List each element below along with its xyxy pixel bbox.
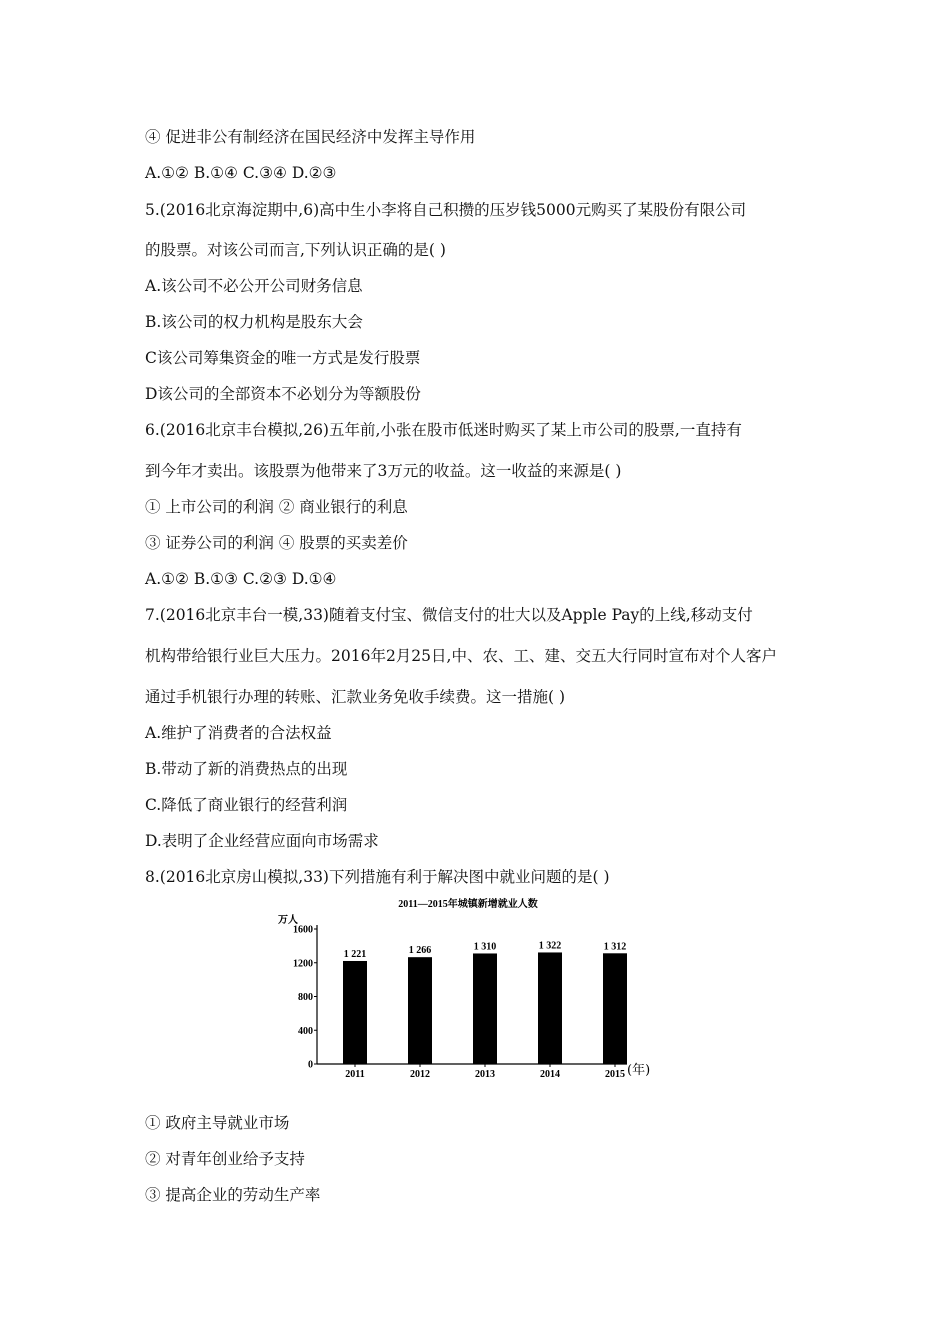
bar-value-label: 1 322 — [538, 940, 562, 952]
bar — [538, 952, 562, 1064]
q8-option-1: ① 政府主导就业市场 — [145, 1114, 290, 1132]
bar-value-label: 1 266 — [408, 945, 432, 957]
x-tick-label: 2015 — [605, 1069, 625, 1080]
bar — [408, 957, 432, 1064]
y-tick-label: 1200 — [293, 958, 313, 970]
q4-answer-choices: A.①② B.①④ C.③④ D.②③ — [145, 164, 337, 182]
y-tick-label: 400 — [298, 1025, 313, 1037]
q7-option-a: A.维护了消费者的合法权益 — [145, 724, 332, 742]
x-tick-label: 2012 — [410, 1069, 430, 1080]
q6-options-row-1: ① 上市公司的利润 ② 商业银行的利息 — [145, 498, 408, 516]
q8-option-3: ③ 提高企业的劳动生产率 — [145, 1186, 321, 1204]
x-axis-unit-label: (年) — [627, 1063, 651, 1078]
q5-stem-line-1: 5.(2016北京海淀期中,6)高中生小李将自己积攒的压岁钱5000元购买了某股份有限公司 — [145, 201, 747, 219]
q6-answer-choices: A.①② B.①③ C.②③ D.①④ — [145, 570, 337, 588]
y-axis-unit-label: 万人 — [278, 915, 298, 926]
y-tick-label: 800 — [298, 992, 313, 1003]
q5-option-a: A.该公司不必公开公司财务信息 — [145, 277, 363, 295]
q7-option-c: C.降低了商业银行的经营利润 — [145, 796, 348, 814]
q7-stem-line-1: 7.(2016北京丰台一模,33)随着支付宝、微信支付的壮大以及Apple Pay的上线,移动支付 — [145, 606, 753, 624]
bar-value-label: 1 221 — [343, 948, 367, 960]
x-tick-label: 2014 — [540, 1069, 560, 1080]
q7-option-d: D.表明了企业经营应面向市场需求 — [145, 832, 379, 850]
chart-title: 2011—2015年城镇新增就业人数 — [398, 899, 538, 910]
q8-stem: 8.(2016北京房山模拟,33)下列措施有利于解决图中就业问题的是( ) — [145, 868, 610, 886]
employment-bar-chart — [270, 893, 670, 1085]
y-tick-label: 0 — [308, 1059, 313, 1071]
bar-value-label: 1 312 — [603, 941, 627, 953]
q5-option-d: D该公司的全部资本不必划分为等额股份 — [145, 385, 421, 403]
q5-option-b: B.该公司的权力机构是股东大会 — [145, 313, 363, 331]
q6-stem-line-1: 6.(2016北京丰台模拟,26)五年前,小张在股市低迷时购买了某上市公司的股票,一直持有 — [145, 421, 742, 439]
x-tick-label: 2013 — [475, 1069, 495, 1080]
q4-option-4: ④ 促进非公有制经济在国民经济中发挥主导作用 — [145, 128, 476, 146]
q5-stem-line-2: 的股票。对该公司而言,下列认识正确的是( ) — [145, 241, 446, 259]
q8-option-2: ② 对青年创业给予支持 — [145, 1150, 305, 1168]
q6-options-row-2: ③ 证券公司的利润 ④ 股票的买卖差价 — [145, 534, 408, 552]
bar-value-label: 1 310 — [473, 941, 497, 953]
y-tick-label: 1600 — [293, 924, 313, 936]
bar — [473, 953, 497, 1064]
chart-canvas — [270, 893, 670, 1085]
q7-option-b: B.带动了新的消费热点的出现 — [145, 760, 348, 778]
x-tick-label: 2011 — [345, 1069, 365, 1080]
bar — [603, 953, 627, 1064]
q7-stem-line-3: 通过手机银行办理的转账、汇款业务免收手续费。这一措施( ) — [145, 688, 566, 706]
q6-stem-line-2: 到今年才卖出。该股票为他带来了3万元的收益。这一收益的来源是( ) — [145, 462, 622, 480]
bar — [343, 961, 367, 1064]
q7-stem-line-2: 机构带给银行业巨大压力。2016年2月25日,中、农、工、建、交五大行同时宣布对个人客户 — [145, 647, 777, 665]
q5-option-c: C该公司筹集资金的唯一方式是发行股票 — [145, 349, 421, 367]
